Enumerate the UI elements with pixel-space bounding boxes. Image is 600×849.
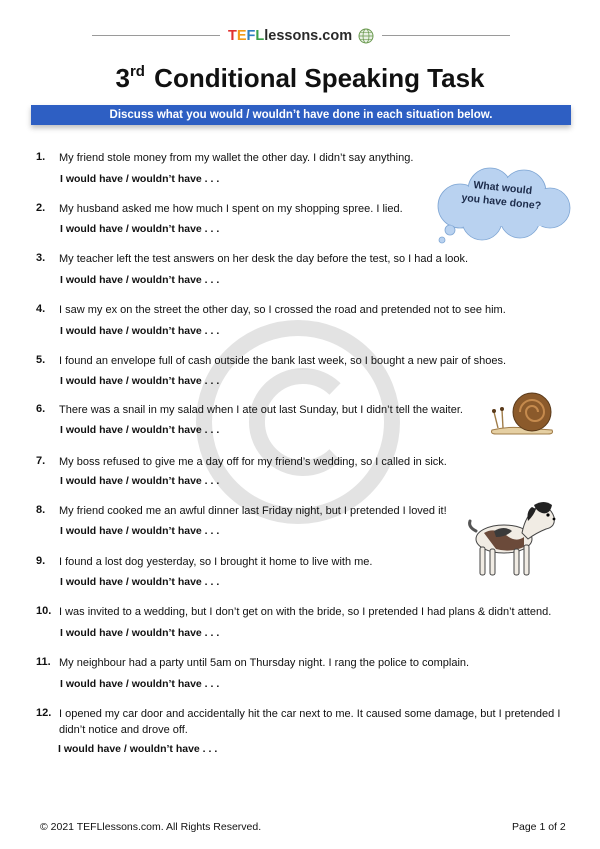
item-number: 4. (36, 303, 46, 315)
thought-cloud-line2: you have done? (460, 191, 542, 213)
globe-icon (358, 28, 374, 44)
logo-header (92, 26, 510, 46)
item-prompt: I would have / wouldn’t have . . . (60, 223, 220, 235)
item-text: My friend stole money from my wallet the other day. I didn’t say anything. (59, 152, 414, 164)
logo-letter-t: T (228, 28, 237, 44)
item-prompt: I would have / wouldn’t have . . . (60, 627, 220, 639)
item-text: I found a lost dog yesterday, so I brought it home to live with me. (59, 556, 373, 568)
item-text: My husband asked me how much I spent on my shopping spree. I lied. (59, 203, 403, 215)
item-number: 11. (36, 656, 51, 668)
title-text: Conditional Speaking Task (154, 63, 485, 93)
page-title (0, 54, 600, 96)
item-number: 1. (36, 151, 46, 163)
item-number: 8. (36, 504, 46, 516)
item-prompt: I would have / wouldn’t have . . . (60, 375, 220, 387)
logo-letter-f: F (246, 28, 256, 44)
instruction-banner: Discuss what you would / wouldn’t have done in each situation below. (31, 105, 571, 125)
copyright-watermark-icon (193, 317, 403, 527)
item-number: 9. (36, 555, 46, 567)
item-text: My teacher left the test answers on her desk the day before the test, so I had a look. (59, 253, 469, 265)
item-prompt: I would have / wouldn’t have . . . (60, 173, 220, 185)
item-text: My neighbour had a party until 5am on Thursday night. I rang the police to complain. (59, 657, 470, 669)
item-number: 12. (36, 707, 52, 719)
item-number: 7. (36, 455, 46, 467)
item-prompt: I would have / wouldn’t have . . . (60, 525, 220, 537)
title-superscript: rd (129, 63, 145, 80)
item-prompt: I would have / wouldn’t have . . . (60, 576, 220, 588)
item-text: My friend cooked me an awful dinner last Friday night, but I pretended I loved it! (59, 505, 447, 517)
item-prompt: I would have / wouldn’t have . . . (60, 424, 220, 436)
logo-letter-e: E (236, 28, 247, 44)
item-number: 10. (36, 605, 52, 617)
header-rule-left (92, 35, 220, 36)
item-text: There was a snail in my salad when I ate out last Sunday, but I didn’t tell the waiter. (59, 404, 463, 416)
title-number: 3 (115, 63, 130, 93)
item-prompt: I would have / wouldn’t have . . . (60, 274, 220, 286)
item-number: 3. (36, 252, 46, 264)
item-prompt: I would have / wouldn’t have . . . (60, 325, 220, 337)
footer-page-number: Page 1 of 2 (512, 821, 566, 833)
item-text: I found an envelope full of cash outside the bank last week, so I bought a new pair of shoes. (59, 355, 507, 367)
item-text: I saw my ex on the street the other day, so I crossed the road and pretended not to see him. (59, 304, 506, 316)
site-logo (228, 26, 374, 46)
header-rule-right (382, 35, 510, 36)
item-text: I was invited to a wedding, but I don’t get on with the bride, so I pretended I had plans & didn’t attend. (59, 606, 552, 618)
logo-letter-l: L (255, 28, 265, 44)
footer-copyright: © 2021 TEFLlessons.com. All Rights Reserved. (40, 821, 262, 833)
item-text: I opened my car door and accidentally hit the car next to me. It caused some damage, but I pretended I didn’t notice and drove off. (59, 708, 561, 736)
logo-domain: lessons.com (264, 28, 353, 44)
item-text: My boss refused to give me a day off for my friend’s wedding, so I called in sick. (59, 456, 447, 468)
item-prompt: I would have / wouldn’t have . . . (60, 475, 220, 487)
thought-cloud-line1: What would (472, 178, 533, 198)
item-number: 5. (36, 354, 46, 366)
item-number: 2. (36, 202, 46, 214)
item-prompt: I would have / wouldn’t have . . . (58, 743, 218, 755)
item-prompt: I would have / wouldn’t have . . . (60, 678, 220, 690)
item-number: 6. (36, 403, 46, 415)
